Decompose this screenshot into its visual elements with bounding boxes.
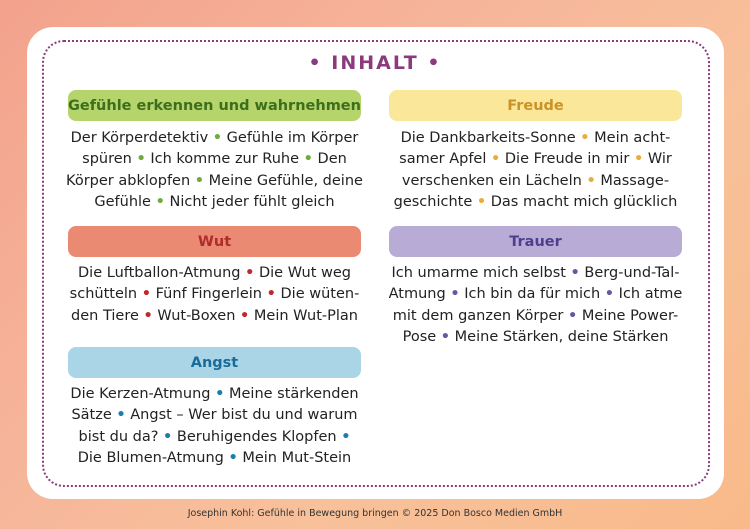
item-text: Der Körperdetektiv <box>70 130 213 146</box>
body-line <box>62 427 367 448</box>
item-text: Atmung <box>388 286 451 303</box>
section-body-gefuehle <box>62 128 367 214</box>
section-body-trauer <box>383 263 688 349</box>
item-text: Fünf Fingerlein <box>150 286 267 303</box>
item-text: den Tiere <box>71 307 144 324</box>
item-text: Körper abklopfen <box>66 172 195 189</box>
bullet-separator: • <box>633 151 644 168</box>
body-line <box>383 128 688 149</box>
body-line <box>383 327 688 348</box>
body-line <box>383 263 688 284</box>
item-text: Meine Power- <box>577 307 679 324</box>
section-header-trauer: Trauer <box>389 226 682 257</box>
section-header-gefuehle: Gefühle erkennen und wahrnehmen <box>68 90 361 121</box>
bullet-separator: • <box>490 151 501 168</box>
item-text: Ich komme zur Ruhe <box>145 151 304 168</box>
item-text: Die Luftballon-Atmung <box>78 265 246 281</box>
bullet-separator: • <box>212 130 223 146</box>
body-line <box>62 448 367 469</box>
item-text: Meine Stärken, deine Stärken <box>450 329 669 346</box>
item-text: Gefühle im Körper <box>222 130 359 146</box>
item-text: Die Freude in mir <box>500 151 634 168</box>
item-text: spüren <box>82 151 137 168</box>
item-text: Ich umarme mich selbst <box>391 265 571 281</box>
bullet-separator: • <box>136 151 146 168</box>
item-text: Angst – Wer bist du und warum <box>125 407 358 424</box>
item-text: Meine stärkenden <box>224 386 359 402</box>
item-text: Das macht mich glücklich <box>486 194 678 211</box>
bullet-separator: • <box>155 194 165 211</box>
bullet-separator: • <box>245 265 255 281</box>
body-line <box>62 384 367 405</box>
item-text: Pose <box>402 329 441 346</box>
bullet-separator: • <box>580 130 590 146</box>
section-header-angst: Angst <box>68 347 361 378</box>
body-line <box>62 149 367 170</box>
item-text: mit dem ganzen Körper <box>392 307 568 324</box>
bullet-separator: • <box>163 428 173 445</box>
bullet-separator: • <box>240 307 250 324</box>
bullet-separator: • <box>341 428 351 445</box>
body-line <box>62 263 367 284</box>
item-text: Mein Wut-Plan <box>249 307 358 324</box>
item-text: Beruhigendes Klopfen <box>172 428 342 445</box>
section-header-wut: Wut <box>68 226 361 257</box>
item-text: verschenken ein Lächeln <box>401 172 587 189</box>
item-text: bist du da? <box>78 428 164 445</box>
item-text: Mein acht- <box>589 130 671 146</box>
body-line <box>62 192 367 213</box>
item-text: Die Kerzen-Atmung <box>70 386 216 402</box>
body-line <box>62 284 367 305</box>
item-text: Berg-und-Tal- <box>579 265 680 281</box>
bullet-separator: • <box>450 286 460 303</box>
bullet-separator: • <box>570 265 580 281</box>
body-line <box>383 284 688 305</box>
body-line <box>383 171 688 192</box>
item-text: Wut-Boxen <box>152 307 241 324</box>
body-line <box>383 306 688 327</box>
item-text: schütteln <box>69 286 142 303</box>
body-line <box>62 306 367 327</box>
item-text: Die Dankbarkeits-Sonne <box>400 130 581 146</box>
item-text: Die Blumen-Atmung <box>77 450 229 467</box>
bullet-separator: • <box>266 286 276 303</box>
section-body-freude <box>383 128 688 214</box>
bullet-separator: • <box>440 329 451 346</box>
body-line <box>62 128 367 149</box>
bullet-separator: • <box>194 172 205 189</box>
item-text: Mein Mut-Stein <box>237 450 352 467</box>
bullet-separator: • <box>568 307 578 324</box>
bullet-separator: • <box>215 386 225 402</box>
section-header-freude: Freude <box>389 90 682 121</box>
page-title: • INHALT • <box>308 52 442 74</box>
bullet-separator: • <box>586 172 596 189</box>
item-text: samer Apfel <box>399 151 491 168</box>
section-body-wut <box>62 263 367 327</box>
bullet-separator: • <box>228 450 238 467</box>
bullet-separator: • <box>143 307 153 324</box>
body-line <box>62 171 367 192</box>
item-text: Gefühle <box>94 194 156 211</box>
item-text: Sätze <box>71 407 117 424</box>
section-body-angst <box>62 384 367 470</box>
item-text: Die wüten- <box>275 286 360 303</box>
body-line <box>383 192 688 213</box>
item-text: Ich atme <box>614 286 683 303</box>
bullet-separator: • <box>141 286 151 303</box>
bullet-separator: • <box>303 151 313 168</box>
item-text: geschichte <box>393 194 477 211</box>
item-text: Meine Gefühle, deine <box>204 172 363 189</box>
item-text: Die Wut weg <box>254 265 351 281</box>
bullet-separator: • <box>116 407 126 424</box>
copyright-footer: Josephin Kohl: Gefühle in Bewegung bringen © 2025 Don Bosco Medien GmbH <box>187 508 563 519</box>
item-text: Wir <box>643 151 672 168</box>
bullet-separator: • <box>476 194 487 211</box>
body-line <box>62 405 367 426</box>
body-line <box>383 149 688 170</box>
item-text: Nicht jeder fühlt gleich <box>164 194 335 211</box>
item-text: Massage- <box>595 172 670 189</box>
bullet-separator: • <box>604 286 615 303</box>
item-text: Ich bin da für mich <box>459 286 605 303</box>
item-text: Den <box>312 151 347 168</box>
